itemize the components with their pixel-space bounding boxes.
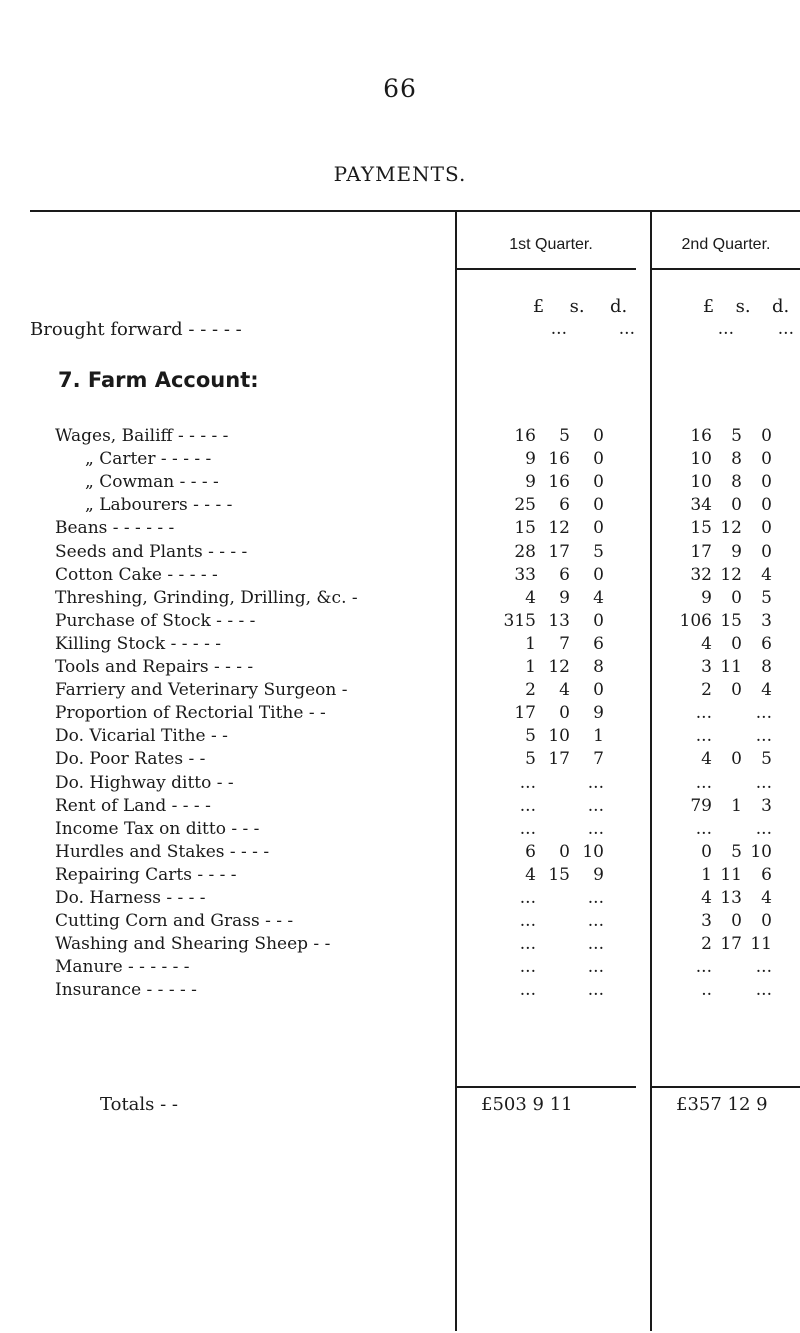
amount-q2 xyxy=(660,473,772,492)
amount-shillings: 5 xyxy=(731,841,742,862)
amount-pounds: 34 xyxy=(690,495,712,516)
amount-pounds: ... xyxy=(519,980,536,1001)
amount-pence: 6 xyxy=(761,864,772,885)
amount-shillings: 1 xyxy=(731,795,742,816)
amount-q2 xyxy=(660,450,772,469)
amount-shillings xyxy=(712,727,742,746)
amount-pounds: ... xyxy=(695,703,712,724)
table-row xyxy=(0,612,800,631)
row-label: Do. Vicarial Tithe - - xyxy=(55,726,228,747)
amount-pounds: ... xyxy=(550,319,567,339)
row-label: Do. Highway ditto - - xyxy=(55,772,234,793)
row-label: „ Labourers - - - - xyxy=(85,495,233,516)
amount-q2 xyxy=(660,889,772,908)
amount-pence: ... xyxy=(755,772,772,793)
amount-pounds: ... xyxy=(519,957,536,978)
table-row xyxy=(0,681,800,700)
amount-pounds: 1 xyxy=(701,864,712,885)
amount-q2 xyxy=(660,496,772,515)
amount-pence: 8 xyxy=(761,657,772,677)
row-label: Seeds and Plants - - - - xyxy=(55,541,248,562)
table-row xyxy=(0,704,800,723)
amount-pence: 0 xyxy=(761,518,772,539)
amount-q2 xyxy=(660,543,772,562)
amount-pounds: 10 xyxy=(690,472,712,493)
amount-pounds: ... xyxy=(519,795,536,816)
amount-pence: 10 xyxy=(750,841,772,862)
pence-unit: d. xyxy=(610,296,628,317)
amount-q1 xyxy=(470,612,604,631)
amount-shillings: 8 xyxy=(731,449,742,470)
row-label: Washing and Shearing Sheep - - xyxy=(55,934,331,955)
amount-pence: ... xyxy=(777,319,794,339)
amount-pounds: 5 xyxy=(525,726,536,747)
amount-pence: 0 xyxy=(593,495,604,516)
amount-pence: 0 xyxy=(593,472,604,493)
amount-pence: 0 xyxy=(761,495,772,516)
amount-pence: 0 xyxy=(593,564,604,585)
amount-q2 xyxy=(660,843,772,862)
amount-shillings: 16 xyxy=(548,472,570,493)
amount-pounds: 1 xyxy=(525,633,536,654)
amount-shillings: 0 xyxy=(559,703,570,724)
amount-pounds: ... xyxy=(695,726,712,747)
table-row xyxy=(0,866,800,885)
amount-shillings: 15 xyxy=(548,864,570,885)
amount-pounds: 9 xyxy=(525,449,536,470)
amount-pence: 3 xyxy=(761,610,772,631)
amount-pounds: 0 xyxy=(701,841,712,862)
table-row xyxy=(0,566,800,585)
shillings-unit: s. xyxy=(569,296,585,317)
amount-q1 xyxy=(470,774,604,793)
amount-pence: 0 xyxy=(593,449,604,470)
amount-pence: 0 xyxy=(593,518,604,539)
amount-pounds: 1 xyxy=(525,657,536,677)
amount-shillings: 17 xyxy=(720,934,742,955)
amount-pence: 4 xyxy=(761,564,772,585)
amount-q2 xyxy=(660,589,772,608)
amount-shillings xyxy=(712,981,742,1000)
amount-shillings: 13 xyxy=(720,888,742,908)
amount-pounds: 9 xyxy=(525,472,536,493)
table-row xyxy=(0,543,800,562)
amount-q1 xyxy=(470,981,604,1000)
amount-q2 xyxy=(660,519,772,538)
totals-rule-q1 xyxy=(456,1086,636,1088)
amount-q2 xyxy=(660,797,772,816)
amount-pounds: 4 xyxy=(701,633,712,654)
amount-shillings xyxy=(567,320,601,339)
amount-shillings: 17 xyxy=(548,749,570,770)
amount-shillings: 5 xyxy=(559,426,570,446)
table-row xyxy=(0,774,800,793)
header-rule-q1 xyxy=(456,268,636,270)
section-heading: 7. Farm Account: xyxy=(58,368,259,392)
amount-pence: 6 xyxy=(761,633,772,654)
amount-q1 xyxy=(470,843,604,862)
amount-pence: 10 xyxy=(582,841,604,862)
amount-pence: 0 xyxy=(593,610,604,631)
amount-q2 xyxy=(660,427,772,446)
pence-unit: d. xyxy=(772,296,790,317)
amount-q2 xyxy=(660,566,772,585)
amount-pence: ... xyxy=(755,726,772,747)
amount-q2 xyxy=(660,935,772,954)
amount-pence: 0 xyxy=(761,541,772,562)
amount-q1 xyxy=(470,750,604,769)
amount-pounds: 9 xyxy=(701,587,712,608)
column-header-q2: 2nd Quarter. xyxy=(681,236,771,253)
amount-q1 xyxy=(470,519,604,538)
amount-pence: 4 xyxy=(593,587,604,608)
row-label: Cutting Corn and Grass - - - xyxy=(55,911,294,932)
amount-pounds: 2 xyxy=(701,680,712,701)
amount-q1 xyxy=(470,958,604,977)
amount-q1 xyxy=(470,889,604,908)
header-rule-q2 xyxy=(650,268,800,270)
table-row xyxy=(0,912,800,931)
table-row xyxy=(0,727,800,746)
table-row xyxy=(0,820,800,839)
amount-pounds: 17 xyxy=(514,703,536,724)
amount-shillings: 13 xyxy=(548,610,570,631)
column-header-q1: 1st Quarter. xyxy=(509,236,593,253)
table-row xyxy=(0,843,800,862)
amount-pounds: 28 xyxy=(514,541,536,562)
pounds-unit: £ xyxy=(532,296,545,317)
amount-q1 xyxy=(470,543,604,562)
amount-shillings: 12 xyxy=(548,657,570,677)
amount-shillings: 0 xyxy=(731,749,742,770)
amount-pounds: 3 xyxy=(701,657,712,677)
amount-q1 xyxy=(470,704,604,723)
amount-pence: ... xyxy=(618,319,635,339)
amount-pounds: 32 xyxy=(690,564,712,585)
row-label: Hurdles and Stakes - - - - xyxy=(55,841,270,862)
amount-shillings xyxy=(712,820,742,839)
table-row xyxy=(0,450,800,469)
amount-pounds: 16 xyxy=(514,426,536,446)
top-rule xyxy=(30,210,800,212)
amount-shillings: 12 xyxy=(720,518,742,539)
row-label: Do. Harness - - - - xyxy=(55,888,206,908)
amount-q2 xyxy=(660,727,772,746)
amount-shillings xyxy=(536,797,570,816)
amount-q2 xyxy=(660,912,772,931)
amount-q1 xyxy=(470,797,604,816)
amount-pence: 5 xyxy=(761,749,772,770)
amount-q2 xyxy=(660,635,772,654)
amount-shillings: 15 xyxy=(720,610,742,631)
amount-pence: 1 xyxy=(593,726,604,747)
table-row xyxy=(0,589,800,608)
table-row xyxy=(0,519,800,538)
column-divider-1 xyxy=(455,211,457,1331)
amount-shillings: 16 xyxy=(548,449,570,470)
amount-q1 xyxy=(470,912,604,931)
table-row xyxy=(0,958,800,977)
totals-q1: £503 9 11 xyxy=(481,1094,573,1115)
amount-q2 xyxy=(660,981,772,1000)
amount-pence: ... xyxy=(587,888,604,908)
totals-q2: £357 12 9 xyxy=(676,1094,768,1115)
table-row xyxy=(0,981,800,1000)
row-label: Threshing, Grinding, Drilling, &c. - xyxy=(55,587,358,608)
totals-rule-q2 xyxy=(650,1086,800,1088)
amount-pence: ... xyxy=(755,980,772,1001)
units-header-q2 xyxy=(692,296,800,317)
amount-q1 xyxy=(470,450,604,469)
amount-shillings: 10 xyxy=(548,726,570,747)
amount-q1 xyxy=(470,681,604,700)
amount-shillings: 5 xyxy=(731,426,742,446)
amount-pence: 0 xyxy=(593,426,604,446)
amount-pence: ... xyxy=(587,818,604,839)
amount-pounds: 10 xyxy=(690,449,712,470)
amount-shillings: 12 xyxy=(720,564,742,585)
amount-shillings xyxy=(734,320,764,339)
row-label: Income Tax on ditto - - - xyxy=(55,818,260,839)
amount-q2 xyxy=(660,612,772,631)
amount-pence: ... xyxy=(755,957,772,978)
amount-pence: 11 xyxy=(750,934,772,955)
amount-pence: 0 xyxy=(761,449,772,470)
amount-pence: 5 xyxy=(761,587,772,608)
amount-pounds: ... xyxy=(695,772,712,793)
amount-pounds: .. xyxy=(701,980,712,1001)
table-row xyxy=(0,658,800,677)
amount-pounds: 5 xyxy=(525,749,536,770)
amount-shillings xyxy=(536,889,570,908)
amount-pence: ... xyxy=(755,703,772,724)
amount-shillings: 11 xyxy=(720,864,742,885)
amount-pence: 6 xyxy=(593,633,604,654)
amount-shillings xyxy=(536,820,570,839)
amount-pence: 0 xyxy=(761,426,772,446)
amount-shillings: 0 xyxy=(731,633,742,654)
amount-pounds: 4 xyxy=(525,864,536,885)
table-row xyxy=(0,889,800,908)
amount-q2 xyxy=(660,704,772,723)
amount-shillings: 6 xyxy=(559,495,570,516)
amount-shillings xyxy=(536,981,570,1000)
page-number: 66 xyxy=(383,74,417,103)
amount-pounds: ... xyxy=(519,934,536,955)
amount-q1 xyxy=(470,473,604,492)
amount-pence: ... xyxy=(587,795,604,816)
amount-shillings: 0 xyxy=(731,587,742,608)
amount-pence: 4 xyxy=(761,680,772,701)
row-label: Cotton Cake - - - - - xyxy=(55,564,218,585)
amount-pence: ... xyxy=(755,818,772,839)
amount-pounds: 106 xyxy=(679,610,712,631)
row-label: Manure - - - - - - xyxy=(55,957,190,978)
amount-pounds: 17 xyxy=(690,541,712,562)
amount-shillings: 11 xyxy=(720,657,742,677)
amount-q1 xyxy=(470,935,604,954)
brought-forward-q2 xyxy=(660,320,794,339)
amount-shillings xyxy=(712,958,742,977)
amount-q1 xyxy=(470,496,604,515)
amount-pounds: ... xyxy=(519,818,536,839)
table-row xyxy=(0,473,800,492)
amount-q1 xyxy=(470,566,604,585)
table-row xyxy=(0,935,800,954)
row-label: „ Cowman - - - - xyxy=(85,472,219,493)
amount-pence: ... xyxy=(587,980,604,1001)
amount-pence: ... xyxy=(587,772,604,793)
amount-pence: 5 xyxy=(593,541,604,562)
row-label: Purchase of Stock - - - - xyxy=(55,610,256,631)
row-label: Insurance - - - - - xyxy=(55,980,197,1001)
amount-pence: 9 xyxy=(593,703,604,724)
amount-pounds: ... xyxy=(519,888,536,908)
amount-pounds: ... xyxy=(717,319,734,339)
row-label: Repairing Carts - - - - xyxy=(55,864,237,885)
page-title: PAYMENTS. xyxy=(333,162,467,186)
column-divider-2 xyxy=(650,211,652,1331)
amount-q2 xyxy=(660,750,772,769)
amount-shillings: 0 xyxy=(559,841,570,862)
amount-shillings xyxy=(536,774,570,793)
amount-pounds: 15 xyxy=(690,518,712,539)
amount-pence: 0 xyxy=(761,911,772,932)
amount-pence: 8 xyxy=(593,657,604,677)
amount-pounds: ... xyxy=(695,818,712,839)
amount-shillings: 9 xyxy=(731,541,742,562)
row-label: Farriery and Veterinary Surgeon - xyxy=(55,680,348,701)
table-row xyxy=(0,797,800,816)
amount-shillings: 9 xyxy=(559,587,570,608)
amount-pence: 0 xyxy=(593,680,604,701)
amount-pounds: 25 xyxy=(514,495,536,516)
amount-q1 xyxy=(470,866,604,885)
amount-pence: 0 xyxy=(761,472,772,493)
row-label: „ Carter - - - - - xyxy=(85,449,212,470)
amount-q1 xyxy=(470,589,604,608)
amount-pounds: 4 xyxy=(701,749,712,770)
amount-shillings: 12 xyxy=(548,518,570,539)
amount-pounds: 79 xyxy=(690,795,712,816)
row-label: Beans - - - - - - xyxy=(55,518,175,539)
table-row xyxy=(0,750,800,769)
amount-q2 xyxy=(660,866,772,885)
amount-q2 xyxy=(660,658,772,677)
amount-pounds: 33 xyxy=(514,564,536,585)
brought-forward-label: Brought forward - - - - - xyxy=(30,319,242,340)
amount-pence: 4 xyxy=(761,888,772,908)
amount-pence: 7 xyxy=(593,749,604,770)
amount-pounds: 4 xyxy=(525,587,536,608)
amount-shillings: 4 xyxy=(559,680,570,701)
amount-shillings: 0 xyxy=(731,495,742,516)
amount-pence: ... xyxy=(587,957,604,978)
amount-pence: ... xyxy=(587,911,604,932)
amount-shillings xyxy=(536,935,570,954)
amount-shillings: 8 xyxy=(731,472,742,493)
amount-q1 xyxy=(470,427,604,446)
amount-pounds: 16 xyxy=(690,426,712,446)
amount-pounds: ... xyxy=(519,911,536,932)
totals-label: Totals - - xyxy=(100,1094,179,1115)
row-label: Killing Stock - - - - - xyxy=(55,633,221,654)
amount-shillings: 0 xyxy=(731,911,742,932)
shillings-unit: s. xyxy=(735,296,751,317)
amount-shillings xyxy=(712,704,742,723)
row-label: Wages, Bailiff - - - - - xyxy=(55,426,229,446)
brought-forward-q1 xyxy=(470,320,635,339)
row-label: Proportion of Rectorial Tithe - - xyxy=(55,703,326,724)
amount-shillings: 6 xyxy=(559,564,570,585)
amount-pounds: 315 xyxy=(503,610,536,631)
amount-q1 xyxy=(470,658,604,677)
amount-q2 xyxy=(660,820,772,839)
row-label: Tools and Repairs - - - - xyxy=(55,657,254,677)
amount-pence: 3 xyxy=(761,795,772,816)
amount-shillings xyxy=(536,958,570,977)
amount-pence: 9 xyxy=(593,864,604,885)
table-row xyxy=(0,635,800,654)
amount-pounds: 6 xyxy=(525,841,536,862)
amount-q2 xyxy=(660,774,772,793)
amount-q2 xyxy=(660,958,772,977)
amount-pounds: 3 xyxy=(701,911,712,932)
amount-pounds: ... xyxy=(519,772,536,793)
amount-pounds: 15 xyxy=(514,518,536,539)
row-label: Do. Poor Rates - - xyxy=(55,749,206,770)
amount-pence: ... xyxy=(587,934,604,955)
amount-shillings: 0 xyxy=(731,680,742,701)
row-label: Rent of Land - - - - xyxy=(55,795,211,816)
amount-pounds: 2 xyxy=(525,680,536,701)
brought-forward-row xyxy=(0,320,800,339)
amount-q1 xyxy=(470,820,604,839)
amount-shillings xyxy=(536,912,570,931)
table-row xyxy=(0,496,800,515)
amount-shillings: 7 xyxy=(559,633,570,654)
units-header-q1 xyxy=(520,296,640,317)
amount-shillings: 17 xyxy=(548,541,570,562)
amount-pounds: 4 xyxy=(701,888,712,908)
amount-q1 xyxy=(470,727,604,746)
amount-q1 xyxy=(470,635,604,654)
amount-q2 xyxy=(660,681,772,700)
table-row xyxy=(0,427,800,446)
pounds-unit: £ xyxy=(702,296,715,317)
amount-shillings xyxy=(712,774,742,793)
amount-pounds: ... xyxy=(695,957,712,978)
amount-pounds: 2 xyxy=(701,934,712,955)
